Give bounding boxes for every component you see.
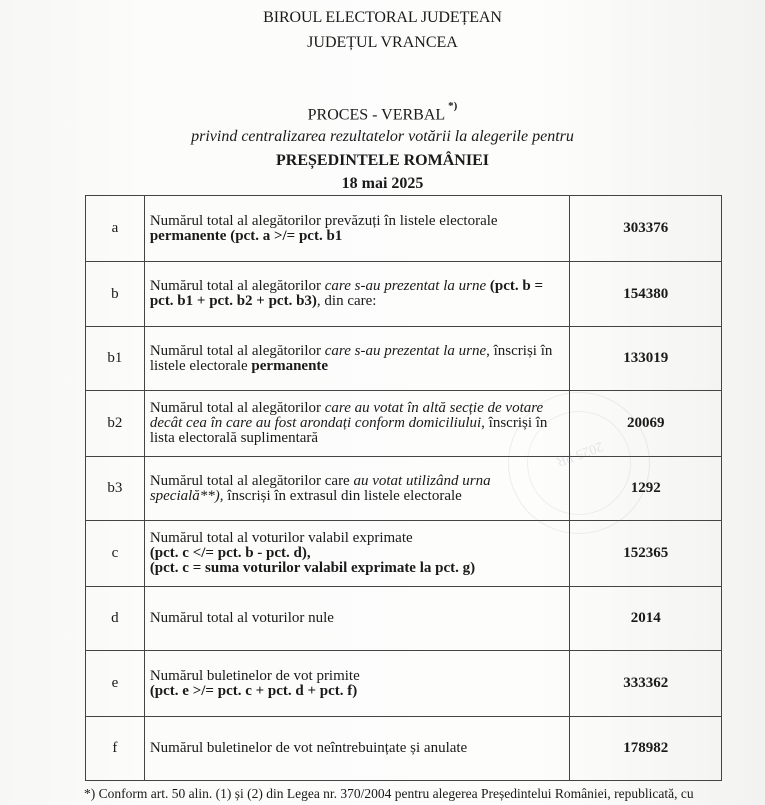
row-value: 1292 (570, 457, 722, 521)
table-row (86, 327, 722, 391)
election-date: 18 mai 2025 (341, 175, 424, 192)
row-description (144, 587, 570, 651)
row-description-part: Numărul total al alegătorilor prevăzuți în listele electorale (149, 212, 498, 229)
row-value: 20069 (570, 391, 722, 457)
row-description-part: , din care: (316, 293, 377, 309)
row-description-part: Numărul total al alegătorilor (149, 342, 325, 359)
issuing-office: BIROUL ELECTORAL JUDEȚEAN (263, 9, 502, 26)
row-code: c (86, 521, 145, 587)
document-title (0, 100, 765, 124)
row-description-part: (pct. c </= pct. b - pct. d), (149, 545, 311, 561)
row-description-part: (pct. c = suma voturilor valabil exprimate la pct. g) (149, 560, 476, 576)
row-description-part: care s-au prezentat la urne (324, 342, 487, 359)
row-description-part: Numărul total al alegătorilor care (149, 472, 354, 489)
row-description-part: Numărul buletinelor de vot primite (149, 667, 360, 684)
row-value: 133019 (570, 327, 722, 391)
table-row (86, 651, 722, 717)
row-description-part: Numărul total al voturilor valabil exprimate (149, 530, 413, 546)
row-code: b (86, 262, 145, 327)
row-value: 152365 (570, 521, 722, 587)
row-description-part: , înscriși în listele electorale (149, 342, 553, 374)
table-row (86, 196, 722, 262)
row-description-part: , înscriși în extrasul din listele electorale (219, 487, 462, 504)
row-description-part: , înscriși în lista electorală suplimentară (149, 415, 548, 446)
row-description-part: (pct. b = pct. b1 + pct. b2 + pct. b3) (149, 278, 544, 309)
results-table (85, 195, 722, 781)
row-description-part: (pct. e >/= pct. c + pct. d + pct. f) (149, 682, 358, 699)
row-code: e (86, 651, 145, 717)
row-description-part: care s-au prezentat la urne (324, 278, 487, 294)
row-value: 154380 (570, 262, 722, 327)
row-description-part: Numărul total al alegătorilor (149, 278, 325, 294)
row-description (144, 196, 570, 262)
row-description-part: Numărul buletinelor de vot neîntrebuințate și anulate (149, 740, 468, 756)
row-value: 178982 (570, 717, 722, 781)
row-description (144, 651, 570, 717)
row-code: d (86, 587, 145, 651)
county-name: JUDEȚUL VRANCEA (307, 34, 458, 51)
row-description (144, 717, 570, 781)
title-footnote-mark: *) (448, 100, 458, 112)
row-value: 2014 (570, 587, 722, 651)
row-description-part: care au votat în altă secție de votare decât cea în care au fost arondați conform domiciliului (149, 400, 544, 431)
row-value: 333362 (570, 651, 722, 717)
elected-office: PREȘEDINTELE ROMÂNIEI (276, 152, 489, 169)
row-code: f (86, 717, 145, 781)
document-subtitle: privind centralizarea rezultatelor votării la alegerile pentru (191, 128, 574, 145)
table-row (86, 457, 722, 521)
row-code: b2 (86, 391, 145, 457)
row-description (144, 327, 570, 391)
table-row (86, 521, 722, 587)
row-description (144, 262, 570, 327)
row-code: b3 (86, 457, 145, 521)
row-value: 303376 (570, 196, 722, 262)
table-row (86, 717, 722, 781)
row-description-part: permanente (251, 357, 329, 374)
row-description-part: Numărul total al voturilor nule (149, 610, 334, 626)
row-description-part: au votat utilizând urna specială**) (149, 472, 491, 504)
row-description-part: Numărul total al alegătorilor (149, 400, 325, 416)
row-description-part: permanente (pct. a >/= pct. b1 (149, 227, 343, 244)
table-row (86, 587, 722, 651)
row-description (144, 457, 570, 521)
table-row (86, 391, 722, 457)
table-row (86, 262, 722, 327)
row-description (144, 391, 570, 457)
results-table-body (86, 196, 722, 781)
row-description (144, 521, 570, 587)
footnote: *) Conform art. 50 alin. (1) și (2) din Legea nr. 370/2004 pentru alegerea Președintelui României, republicată, cu (84, 786, 694, 801)
row-code: a (86, 196, 145, 262)
document-title-text: PROCES - VERBAL (307, 106, 446, 124)
row-code: b1 (86, 327, 145, 391)
